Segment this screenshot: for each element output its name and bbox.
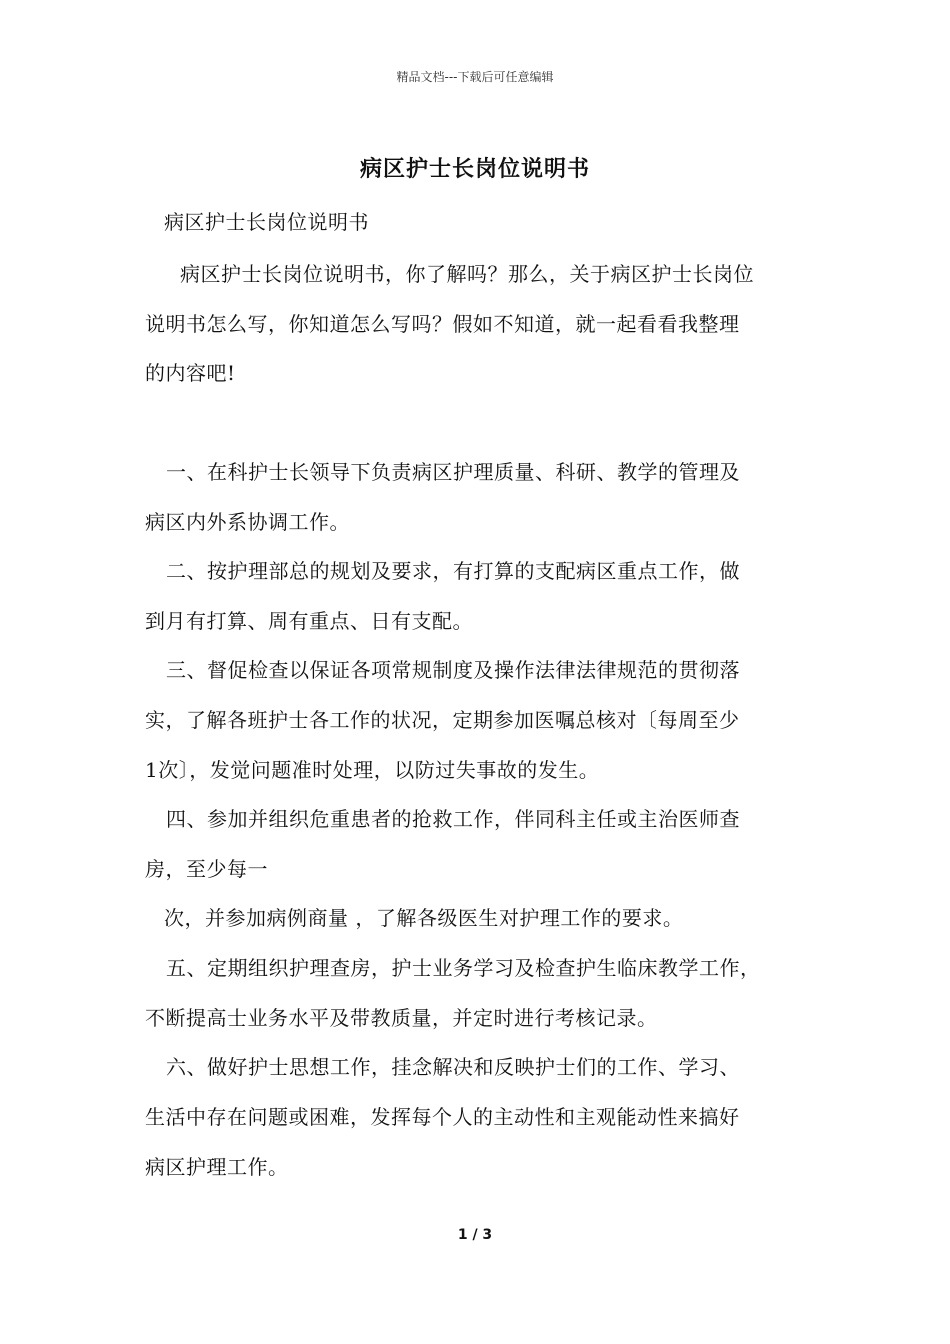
item-6-line-2: 生活中存在问题或困难，发挥每个人的主动性和主观能动性来搞好 (145, 1105, 740, 1129)
item-2-line-2: 到月有打算、周有重点、日有支配。 (145, 609, 473, 633)
intro-line-2: 说明书怎么写，你知道怎么写吗？假如不知道，就一起看看我整理 (145, 312, 740, 336)
item-4-line-1: 四、参加并组织危重患者的抢救工作，伴同科主任或主治医师查 (166, 807, 740, 831)
item-5-line-2: 不断提高士业务水平及带教质量，并定时进行考核记录。 (145, 1006, 658, 1030)
item-5-line-1: 五、定期组织护理查房，护士业务学习及检查护生临床教学工作， (166, 956, 761, 980)
intro-line-1: 病区护士长岗位说明书，你了解吗？那么，关于病区护士长岗位 (180, 262, 754, 286)
item-4-line-3: 次，并参加病例商量 ，了解各级医生对护理工作的要求。 (164, 906, 684, 930)
intro-line-3: 的内容吧! (145, 361, 236, 385)
item-6-line-3: 病区护理工作。 (145, 1155, 289, 1179)
item-2-line-1: 二、按护理部总的规划及要求，有打算的支配病区重点工作，做 (166, 559, 740, 583)
document-title: 病区护士长岗位说明书 (359, 156, 590, 182)
item-3-line-2: 实，了解各班护士各工作的状况，定期参加医嘱总核对〔每周至少 (145, 708, 740, 732)
subtitle-line: 病区护士长岗位说明书 (164, 210, 369, 234)
header-note: 精品文档---下载后可任意编辑 (396, 70, 554, 84)
page-number: 1 / 3 (457, 1227, 493, 1243)
item-3-line-1: 三、督促检查以保证各项常规制度及操作法律法律规范的贯彻落 (166, 658, 740, 682)
item-3-line-3: 1次〕，发觉问题准时处理，以防过失事故的发生。 (145, 758, 600, 782)
item-1-line-2: 病区内外系协调工作。 (145, 510, 350, 534)
item-6-line-1: 六、做好护士思想工作，挂念解决和反映护士们的工作、学习、 (166, 1055, 740, 1079)
item-1-line-1: 一、在科护士长领导下负责病区护理质量、科研、教学的管理及 (166, 460, 740, 484)
item-4-line-2: 房，至少每一 (145, 857, 268, 881)
